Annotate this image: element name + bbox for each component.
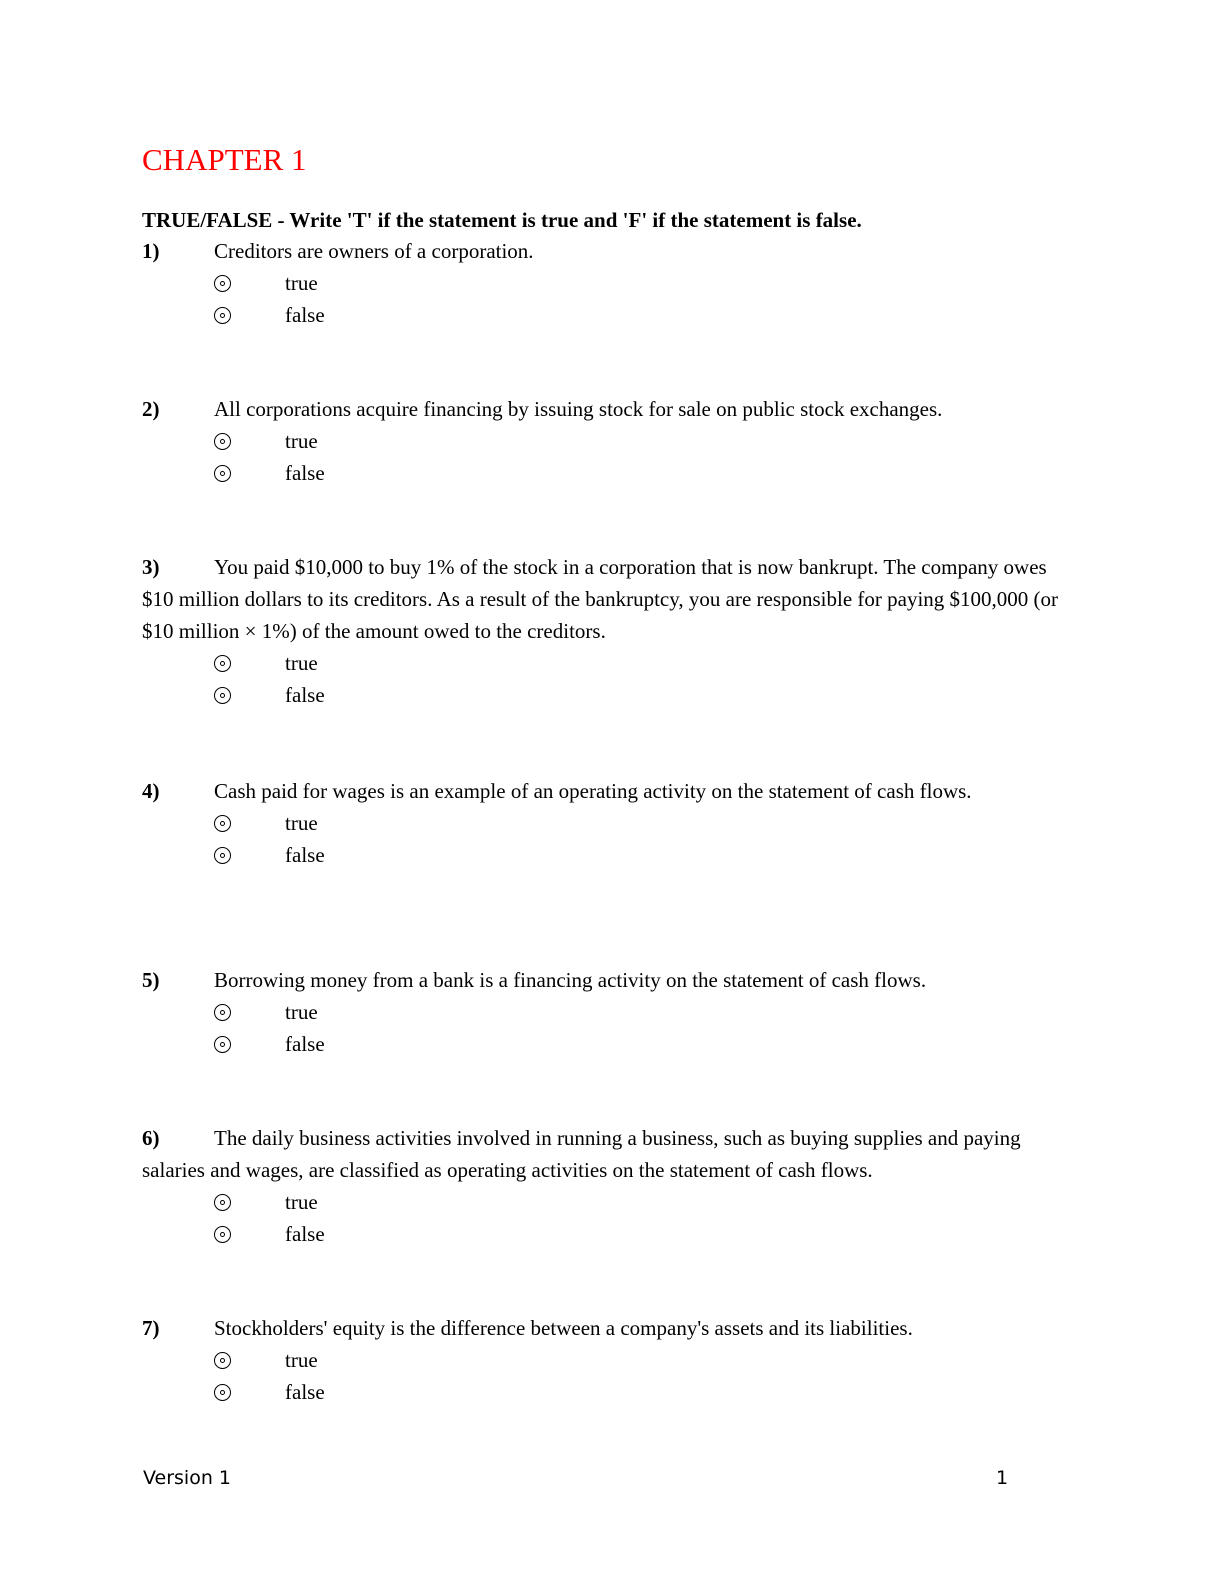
option-label: true	[285, 1190, 318, 1214]
option-false[interactable]	[214, 299, 1062, 331]
option-false[interactable]	[214, 1028, 1062, 1060]
question-4	[142, 775, 1062, 871]
radio-button-icon[interactable]	[214, 847, 231, 864]
question-1	[142, 235, 1062, 331]
radio-button-icon[interactable]	[214, 1036, 231, 1053]
option-label: true	[285, 271, 318, 295]
question-text: All corporations acquire financing by issuing stock for sale on public stock exchanges.	[214, 397, 943, 421]
radio-button-icon[interactable]	[214, 465, 231, 482]
question-3	[142, 551, 1062, 711]
option-false[interactable]	[214, 457, 1062, 489]
question-2	[142, 393, 1062, 489]
question-6	[142, 1122, 1062, 1250]
option-true[interactable]	[214, 1186, 1062, 1218]
option-false[interactable]	[214, 1218, 1062, 1250]
footer-page-number: 1	[996, 1467, 1009, 1489]
option-false[interactable]	[214, 679, 1062, 711]
radio-button-icon[interactable]	[214, 655, 231, 672]
question-text: The daily business activities involved in running a business, such as buying supplies and paying salaries and wages, are classified as operating activities on the statement of cash flows.	[142, 1126, 1021, 1182]
radio-button-icon[interactable]	[214, 1226, 231, 1243]
option-label: true	[285, 1348, 318, 1372]
option-label: true	[285, 1000, 318, 1024]
radio-button-icon[interactable]	[214, 687, 231, 704]
option-true[interactable]	[214, 996, 1062, 1028]
option-true[interactable]	[214, 425, 1062, 457]
instructions: TRUE/FALSE - Write 'T' if the statement is true and 'F' if the statement is false.	[142, 208, 862, 232]
option-label: false	[285, 461, 325, 485]
option-false[interactable]	[214, 1376, 1062, 1408]
option-label: false	[285, 683, 325, 707]
question-number: 5)	[142, 968, 160, 992]
question-text: Stockholders' equity is the difference between a company's assets and its liabilities.	[214, 1316, 913, 1340]
question-number: 7)	[142, 1316, 160, 1340]
radio-button-icon[interactable]	[214, 1194, 231, 1211]
chapter-title: CHAPTER 1	[142, 142, 307, 177]
option-label: true	[285, 651, 318, 675]
option-label: false	[285, 843, 325, 867]
option-label: true	[285, 811, 318, 835]
option-true[interactable]	[214, 647, 1062, 679]
question-text: Creditors are owners of a corporation.	[214, 239, 534, 263]
question-number: 2)	[142, 397, 160, 421]
option-label: false	[285, 1032, 325, 1056]
option-label: false	[285, 1222, 325, 1246]
radio-button-icon[interactable]	[214, 307, 231, 324]
option-label: false	[285, 303, 325, 327]
radio-button-icon[interactable]	[214, 1004, 231, 1021]
question-number: 4)	[142, 779, 160, 803]
option-true[interactable]	[214, 1344, 1062, 1376]
question-text: Borrowing money from a bank is a financing activity on the statement of cash flows.	[214, 968, 927, 992]
option-true[interactable]	[214, 267, 1062, 299]
radio-button-icon[interactable]	[214, 1384, 231, 1401]
question-5	[142, 964, 1062, 1060]
question-text: Cash paid for wages is an example of an operating activity on the statement of cash flows.	[214, 779, 972, 803]
option-false[interactable]	[214, 839, 1062, 871]
option-label: true	[285, 429, 318, 453]
radio-button-icon[interactable]	[214, 1352, 231, 1369]
question-text: You paid $10,000 to buy 1% of the stock in a corporation that is now bankrupt. The company owes $10 million dollars to its creditors. As a result of the bankruptcy, you are responsible for paying $100,000 (or $10 million × 1%) of the amount owed to the creditors.	[142, 555, 1059, 643]
radio-button-icon[interactable]	[214, 433, 231, 450]
footer-version: Version 1	[143, 1467, 231, 1489]
question-number: 6)	[142, 1126, 160, 1150]
question-7	[142, 1312, 1062, 1408]
question-number: 1)	[142, 239, 160, 263]
radio-button-icon[interactable]	[214, 815, 231, 832]
option-label: false	[285, 1380, 325, 1404]
question-number: 3)	[142, 555, 160, 579]
option-true[interactable]	[214, 807, 1062, 839]
radio-button-icon[interactable]	[214, 275, 231, 292]
